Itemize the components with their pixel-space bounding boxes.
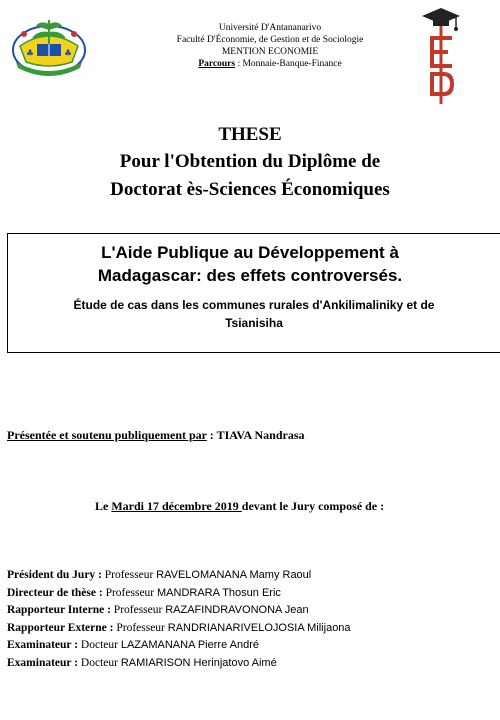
thesis-degree: Doctorat ès-Sciences Économiques [110,179,390,200]
presented-by-label: Présentée et soutenu publiquement par [7,428,207,442]
jury-title: Professeur [110,604,166,616]
university-seal-icon [10,16,88,82]
svg-text:♣: ♣ [26,49,35,59]
date-suffix: devant le Jury composé de : [241,499,385,513]
jury-member-name: MANDRARA Thosun Eric [157,586,281,599]
thesis-purpose: Pour l'Obtention du Diplôme de [119,151,381,172]
thesis-title-box [7,233,500,353]
jury-row [7,655,351,673]
jury-title: Docteur [78,656,121,669]
graduation-cap-icon [420,6,462,106]
jury-member-name: RANDRIANARIVELOJOSIA Milijaona [167,621,351,634]
jury-member-name: RAVELOMANANA Mamy Raoul [156,569,312,581]
jury-row [7,567,351,585]
jury-role: Rapporteur Externe : [7,621,114,634]
date-prefix: Le [95,499,112,513]
university-header [120,22,420,70]
thesis-label: THESE [218,124,282,145]
jury-list [7,567,351,672]
subtitle-line-1: Étude de cas dans les communes rurales d'Ankilimaliniky et de [73,298,435,312]
jury-member-name: LAZAMANANA Pierre André [120,639,259,651]
jury-member-name: RAZAFINDRAVONONA Jean [165,604,309,616]
jury-role: Président du Jury : [7,569,102,581]
jury-member-name: RAMIARISON Herinjatovo Aimé [120,656,277,669]
parcours-label: Parcours [198,59,236,69]
jury-role: Directeur de thèse : [7,586,103,599]
svg-text:♣: ♣ [64,49,73,59]
faculty-name: Faculté D'Économie, de Gestion et de Sociologie [176,35,364,45]
university-name: Université D'Antananarivo [218,23,322,33]
university-logo [10,16,88,82]
presented-by-line [7,428,305,443]
jury-title: Professeur [101,569,157,581]
defense-date-line [95,499,384,514]
jury-row [7,620,351,638]
doctoral-school-logo [420,6,462,106]
subtitle-line-2: Tsianisiha [225,316,283,330]
main-title-line-1: L'Aide Publique au Développement à [101,243,399,262]
presented-by-sep: : [206,428,217,442]
jury-row [7,602,351,620]
jury-role: Examinateur : [7,656,79,669]
thesis-heading [0,122,500,204]
jury-title: Professeur [113,621,168,634]
jury-row [7,637,351,655]
jury-row [7,585,351,603]
jury-role: Examinateur : [7,639,79,651]
jury-role: Rapporteur Interne : [7,604,111,616]
thesis-main-title [30,241,470,287]
parcours-line [120,58,420,70]
main-title-line-2: Madagascar: des effets controversés. [97,266,403,285]
defense-date: Mardi 17 décembre 2019 [111,499,242,513]
mention-name: MENTION ECONOMIE [221,47,319,57]
thesis-subtitle [14,296,494,332]
jury-title: Docteur [78,639,121,651]
parcours-value: : Monnaie-Banque-Finance [235,59,342,69]
jury-title: Professeur [102,586,157,599]
author-name: TIAVA Nandrasa [216,428,305,442]
